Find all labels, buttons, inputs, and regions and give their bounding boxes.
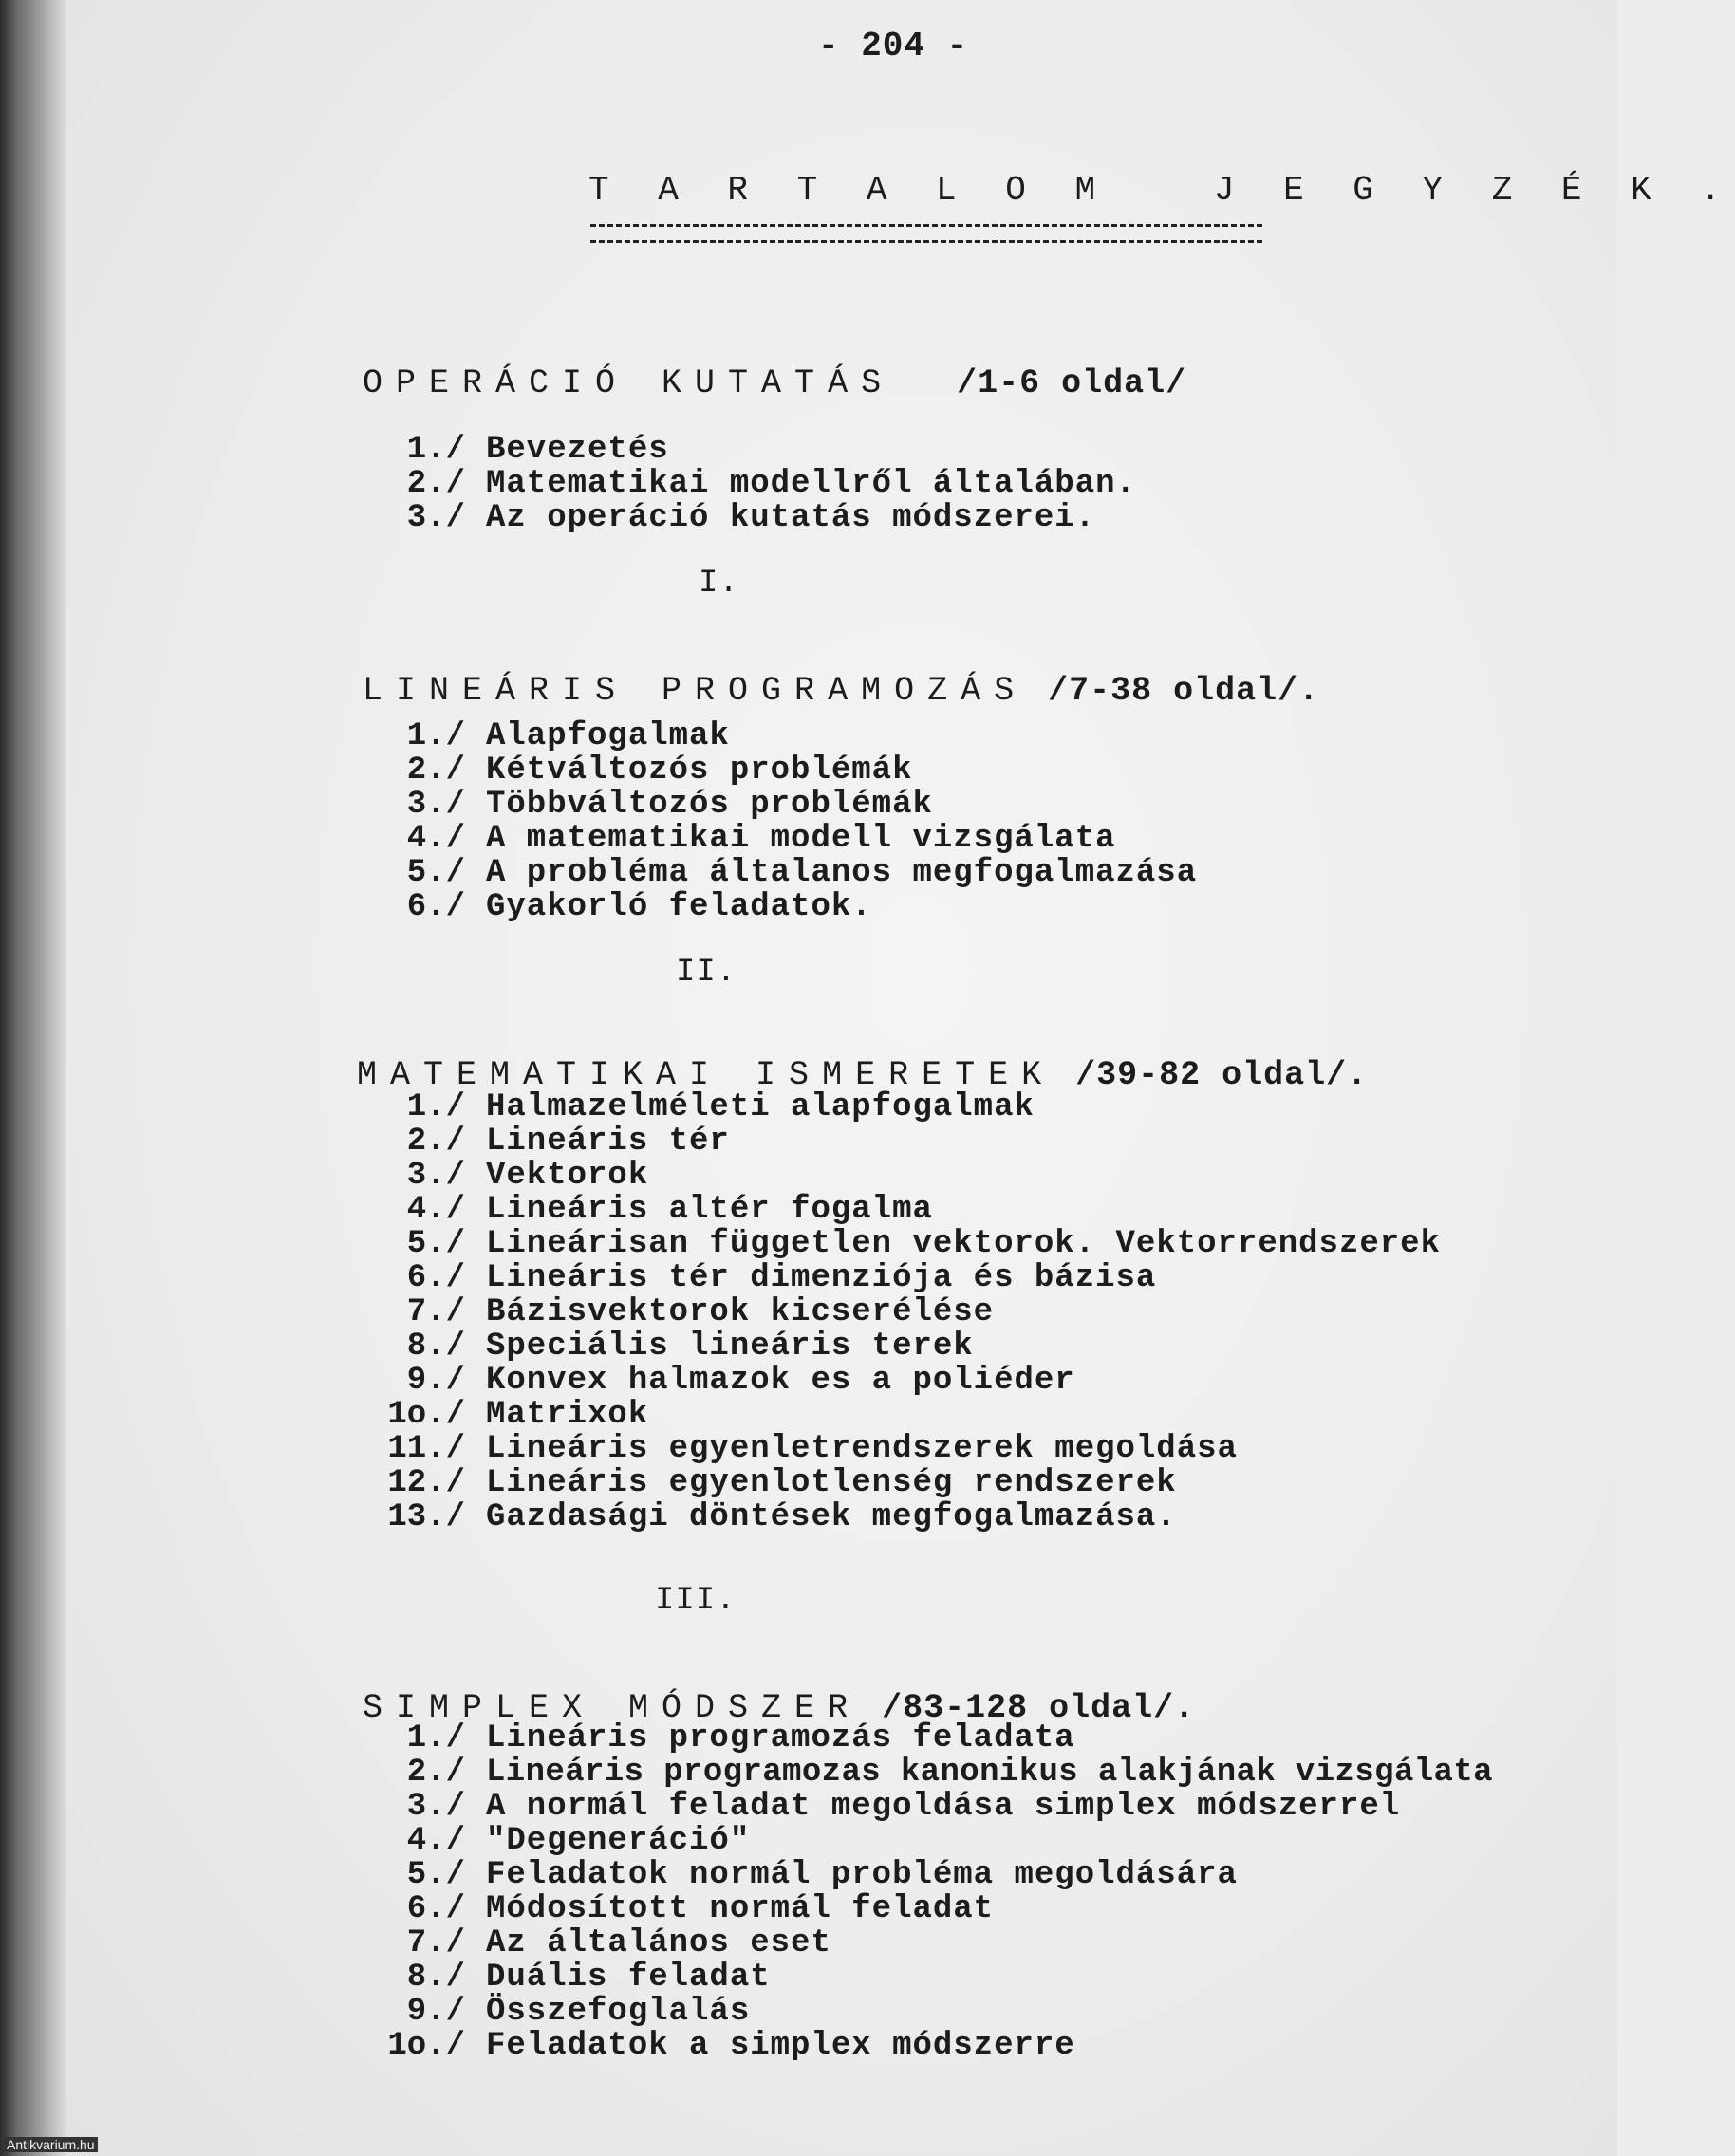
item-text: Speciális lineáris terek [486, 1329, 974, 1365]
page-number: - 204 - [818, 27, 969, 65]
item-text: Lineáris programozás feladata [486, 1720, 1075, 1756]
item-text: "Degeneráció" [486, 1823, 751, 1859]
part-numeral: III. [655, 1583, 737, 1619]
part-numeral: I. [699, 566, 739, 602]
book-binding-edge [0, 0, 66, 2156]
item-number: 11./ [387, 1431, 465, 1467]
item-number: 3./ [406, 1158, 465, 1194]
item-number: 1./ [406, 718, 465, 754]
item-number: 3./ [406, 787, 465, 823]
section-heading [321, 634, 1319, 710]
item-text: Feladatok normál probléma megoldására [486, 1857, 1238, 1893]
item-number: 9./ [406, 1994, 465, 2030]
item-number: 1./ [406, 1720, 465, 1756]
item-text: Feladatok a simplex módszerre [486, 2028, 1075, 2064]
item-number: 2./ [406, 753, 465, 789]
section-title: SIMPLEX MÓDSZER [363, 1689, 862, 1727]
item-text: Lineárisan független vektorok. Vektorrendszerek [486, 1226, 1441, 1262]
item-number: 6./ [406, 1260, 465, 1296]
item-number: 4./ [406, 821, 465, 857]
item-text: Gazdasági döntések megfogalmazása. [486, 1499, 1177, 1535]
item-number: 13./ [387, 1499, 465, 1535]
watermark: Antikvarium.hu [4, 2137, 98, 2152]
section-page-range: /1-6 oldal/ [957, 364, 1187, 402]
item-number: 7./ [406, 1925, 465, 1961]
item-text: Kétváltozós problémák [486, 753, 913, 789]
item-text: Gyakorló feladatok. [486, 889, 872, 925]
section-title: MATEMATIKAI ISMERETEK [357, 1056, 1055, 1094]
item-text: Lineáris tér [486, 1124, 730, 1160]
item-text: Összefoglalás [486, 1994, 751, 2030]
item-number: 1./ [406, 1089, 465, 1125]
item-number: 1./ [406, 432, 465, 468]
section-page-range: /83-128 oldal/. [882, 1689, 1196, 1727]
item-text: Duális feladat [486, 1960, 771, 1996]
item-text: Lineáris altér fogalma [486, 1192, 933, 1228]
section-page-range: /7-38 oldal/. [1048, 672, 1320, 710]
item-number: 5./ [406, 855, 465, 891]
item-number: 4./ [406, 1192, 465, 1228]
item-text: Bevezetés [486, 432, 669, 468]
item-number: 8./ [406, 1329, 465, 1365]
item-number: 6./ [406, 889, 465, 925]
item-number: 12./ [387, 1465, 465, 1501]
item-number: 3./ [406, 500, 465, 536]
title-double-underline [590, 224, 1262, 243]
item-text: Bázisvektorok kicserélése [486, 1294, 995, 1330]
part-numeral: II. [676, 955, 737, 991]
section-heading [321, 1651, 1195, 1727]
item-text: Lineáris egyenlotlenség rendszerek [486, 1465, 1177, 1501]
section-heading [315, 1018, 1368, 1094]
item-text: Az általános eset [486, 1925, 831, 1961]
item-text: Matematikai modellről általában. [486, 466, 1136, 502]
item-number: 5./ [406, 1857, 465, 1893]
item-number: 9./ [406, 1363, 465, 1399]
item-number: 2./ [406, 1755, 465, 1791]
item-number: 1o./ [387, 1397, 465, 1433]
item-text: Az operáció kutatás módszerei. [486, 500, 1096, 536]
item-text: Lineáris tér dimenziója és bázisa [486, 1260, 1157, 1296]
item-text: A matematikai modell vizsgálata [486, 821, 1116, 857]
item-text: Alapfogalmak [486, 718, 730, 754]
section-title: LINEÁRIS PROGRAMOZÁS [363, 672, 1028, 710]
item-number: 2./ [406, 1124, 465, 1160]
section-heading [321, 326, 1186, 402]
item-text: Halmazelméleti alapfogalmak [486, 1089, 1035, 1125]
item-text: Módosított normál feladat [486, 1891, 995, 1927]
item-text: A probléma általanos megfogalmazása [486, 855, 1198, 891]
section-page-range: /39-82 oldal/. [1075, 1056, 1369, 1094]
item-text: Többváltozós problémák [486, 787, 933, 823]
section-title: OPERÁCIÓ KUTATÁS [363, 364, 895, 402]
item-number: 7./ [406, 1294, 465, 1330]
item-number: 6./ [406, 1891, 465, 1927]
item-number: 8./ [406, 1960, 465, 1996]
item-number: 5./ [406, 1226, 465, 1262]
item-text: Lineáris egyenletrendszerek megoldása [486, 1431, 1238, 1467]
item-text: Matrixok [486, 1397, 649, 1433]
item-number: 3./ [406, 1789, 465, 1825]
item-number: 2./ [406, 466, 465, 502]
item-text: Konvex halmazok es a poliéder [486, 1363, 1075, 1399]
item-number: 4./ [406, 1823, 465, 1859]
item-number: 1o./ [387, 2028, 465, 2064]
document-title: T A R T A L O M J E G Y Z É K . [588, 171, 1735, 210]
item-text: Vektorok [486, 1158, 649, 1194]
item-text: A normál feladat megoldása simplex módszerrel [486, 1789, 1401, 1825]
item-text: Lineáris programozas kanonikus alakjának vizsgálata [486, 1755, 1493, 1791]
